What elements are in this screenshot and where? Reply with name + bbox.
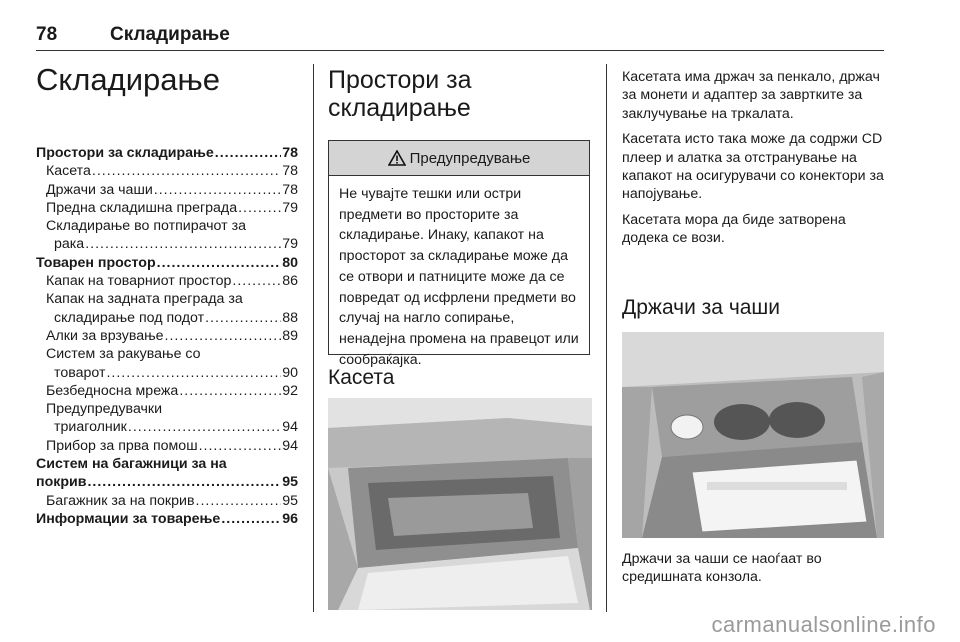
cupholders-heading: Држачи за чаши bbox=[622, 296, 781, 319]
toc-entry-line: Систем на багажници за на bbox=[36, 456, 227, 473]
toc-entry-text: Прибор за прва помош bbox=[46, 437, 198, 454]
toc-page-number: 79 bbox=[282, 236, 298, 253]
warning-triangle-icon bbox=[388, 150, 406, 166]
glovebox-description bbox=[622, 68, 890, 255]
toc-entry-text: Безбедносна мрежа bbox=[46, 382, 179, 399]
toc-page-number: 96 bbox=[282, 510, 298, 527]
toc-page-number: 78 bbox=[282, 181, 298, 198]
toc-entry[interactable] bbox=[36, 181, 298, 199]
warning-heading bbox=[329, 141, 589, 176]
toc-entry[interactable] bbox=[36, 235, 298, 253]
toc-entry-text: Информации за товарење bbox=[36, 510, 221, 527]
toc-entry[interactable] bbox=[36, 510, 298, 528]
toc-page-number: 80 bbox=[282, 254, 298, 271]
running-title: Складирање bbox=[110, 24, 230, 45]
toc-leader bbox=[128, 418, 281, 436]
toc-page-number: 86 bbox=[282, 273, 298, 290]
warning-heading-text: Предупредување bbox=[409, 149, 531, 167]
toc-leader bbox=[199, 437, 282, 455]
glovebox-paragraph-3: Касетата мора да биде затворена додека се вози. bbox=[622, 211, 846, 247]
toc-entry[interactable] bbox=[36, 309, 298, 327]
toc-entry[interactable] bbox=[36, 473, 298, 491]
toc-entry-line: Систем за ракување со bbox=[46, 346, 201, 363]
table-of-contents bbox=[36, 144, 298, 528]
toc-entry[interactable] bbox=[36, 437, 298, 455]
toc-page-number: 79 bbox=[282, 199, 298, 216]
toc-page-number: 95 bbox=[282, 474, 298, 491]
toc-entry-text: Капак на товарниот простор bbox=[46, 273, 232, 290]
toc-entry-text: Предна складишна преграда bbox=[46, 199, 238, 216]
toc-entry-text: триаголник bbox=[54, 419, 127, 436]
toc-entry[interactable] bbox=[36, 199, 298, 217]
toc-leader bbox=[221, 510, 281, 528]
toc-page-number: 78 bbox=[282, 163, 298, 180]
section-title bbox=[328, 66, 590, 122]
page-number: 78 bbox=[36, 24, 58, 45]
toc-leader bbox=[87, 473, 281, 491]
column-divider-2 bbox=[606, 64, 607, 612]
toc-leader bbox=[165, 327, 282, 345]
section-title-line-1: Простори за bbox=[328, 66, 472, 94]
glovebox-illustration bbox=[328, 398, 592, 610]
glovebox-image bbox=[328, 398, 592, 610]
toc-entry[interactable] bbox=[36, 418, 298, 436]
toc-leader bbox=[238, 199, 281, 217]
toc-entry[interactable] bbox=[36, 254, 298, 272]
toc-entry[interactable] bbox=[36, 144, 298, 162]
toc-entry[interactable] bbox=[36, 364, 298, 382]
watermark: carmanualsonline.info bbox=[711, 612, 936, 637]
toc-leader bbox=[205, 309, 281, 327]
warning-box bbox=[328, 140, 590, 368]
toc-entry-text: Багажник за на покрив bbox=[46, 492, 195, 509]
toc-entry-text: товарот bbox=[54, 364, 106, 381]
cupholders-caption: Држачи за чаши се наоѓаат во средишната конзола. bbox=[622, 551, 822, 586]
glovebox-paragraph-1: Касетата има држач за пенкало, држач за монети и адаптер за завртките за заклучување на тркалата. bbox=[622, 69, 880, 122]
column-divider-1 bbox=[313, 64, 314, 612]
glovebox-paragraph-2: Касетата исто така може да содржи CD плеер и алатка за отстранување на капакот на осигурувачи со конектори за напојување. bbox=[622, 131, 884, 203]
header-rule bbox=[36, 50, 884, 51]
toc-leader bbox=[92, 162, 281, 180]
toc-entry-text: Товарен простор bbox=[36, 254, 156, 271]
toc-leader bbox=[106, 364, 281, 382]
toc-entry-text: Држачи за чаши bbox=[46, 181, 153, 198]
toc-page-number: 92 bbox=[282, 382, 298, 399]
toc-leader bbox=[154, 181, 281, 199]
toc-leader bbox=[85, 235, 281, 253]
toc-entry-text: Алки за врзување bbox=[46, 327, 164, 344]
toc-leader bbox=[196, 492, 282, 510]
toc-page-number: 78 bbox=[282, 145, 298, 161]
toc-leader bbox=[157, 254, 282, 272]
toc-entry[interactable] bbox=[36, 162, 298, 180]
toc-entry[interactable] bbox=[36, 492, 298, 510]
warning-text: Не чувајте тешки или остри предмети во просторите за складирање. Инаку, капакот на просторот за складирање може да се отвори и патниците може да се повредат од исфрлени предмети во случај на нагло сопирање, ненадејна промена на правецот или сообраќајка. bbox=[339, 186, 579, 368]
toc-page-number: 94 bbox=[282, 437, 298, 454]
toc-entry[interactable] bbox=[36, 272, 298, 290]
toc-entry[interactable] bbox=[36, 327, 298, 345]
toc-page-number: 90 bbox=[282, 364, 298, 381]
toc-entry-text: Простори за складирање bbox=[36, 145, 214, 161]
toc-entry[interactable] bbox=[36, 382, 298, 400]
glovebox-heading: Касета bbox=[328, 366, 395, 389]
toc-page-number: 95 bbox=[282, 492, 298, 509]
toc-entry-line: Складирање во потпирачот за bbox=[46, 218, 246, 235]
toc-entry-text: рака bbox=[54, 236, 85, 253]
toc-leader bbox=[232, 272, 281, 290]
cupholders-illustration bbox=[622, 332, 884, 538]
toc-page-number: 94 bbox=[282, 419, 298, 436]
toc-entry-line: Предупредувачки bbox=[46, 401, 163, 418]
chapter-title: Складирање bbox=[36, 62, 220, 97]
toc-entry-text: покрив bbox=[36, 474, 87, 491]
section-title-line-2: складирање bbox=[328, 94, 471, 122]
toc-entry-line: Капак на задната преграда за bbox=[46, 291, 243, 308]
toc-page-number: 88 bbox=[282, 309, 298, 326]
toc-leader bbox=[179, 382, 281, 400]
toc-entry-text: складирање под подот bbox=[54, 309, 205, 326]
toc-leader bbox=[215, 144, 281, 162]
toc-page-number: 89 bbox=[282, 327, 298, 344]
cupholders-image bbox=[622, 332, 884, 538]
toc-entry-text: Касета bbox=[46, 163, 91, 180]
